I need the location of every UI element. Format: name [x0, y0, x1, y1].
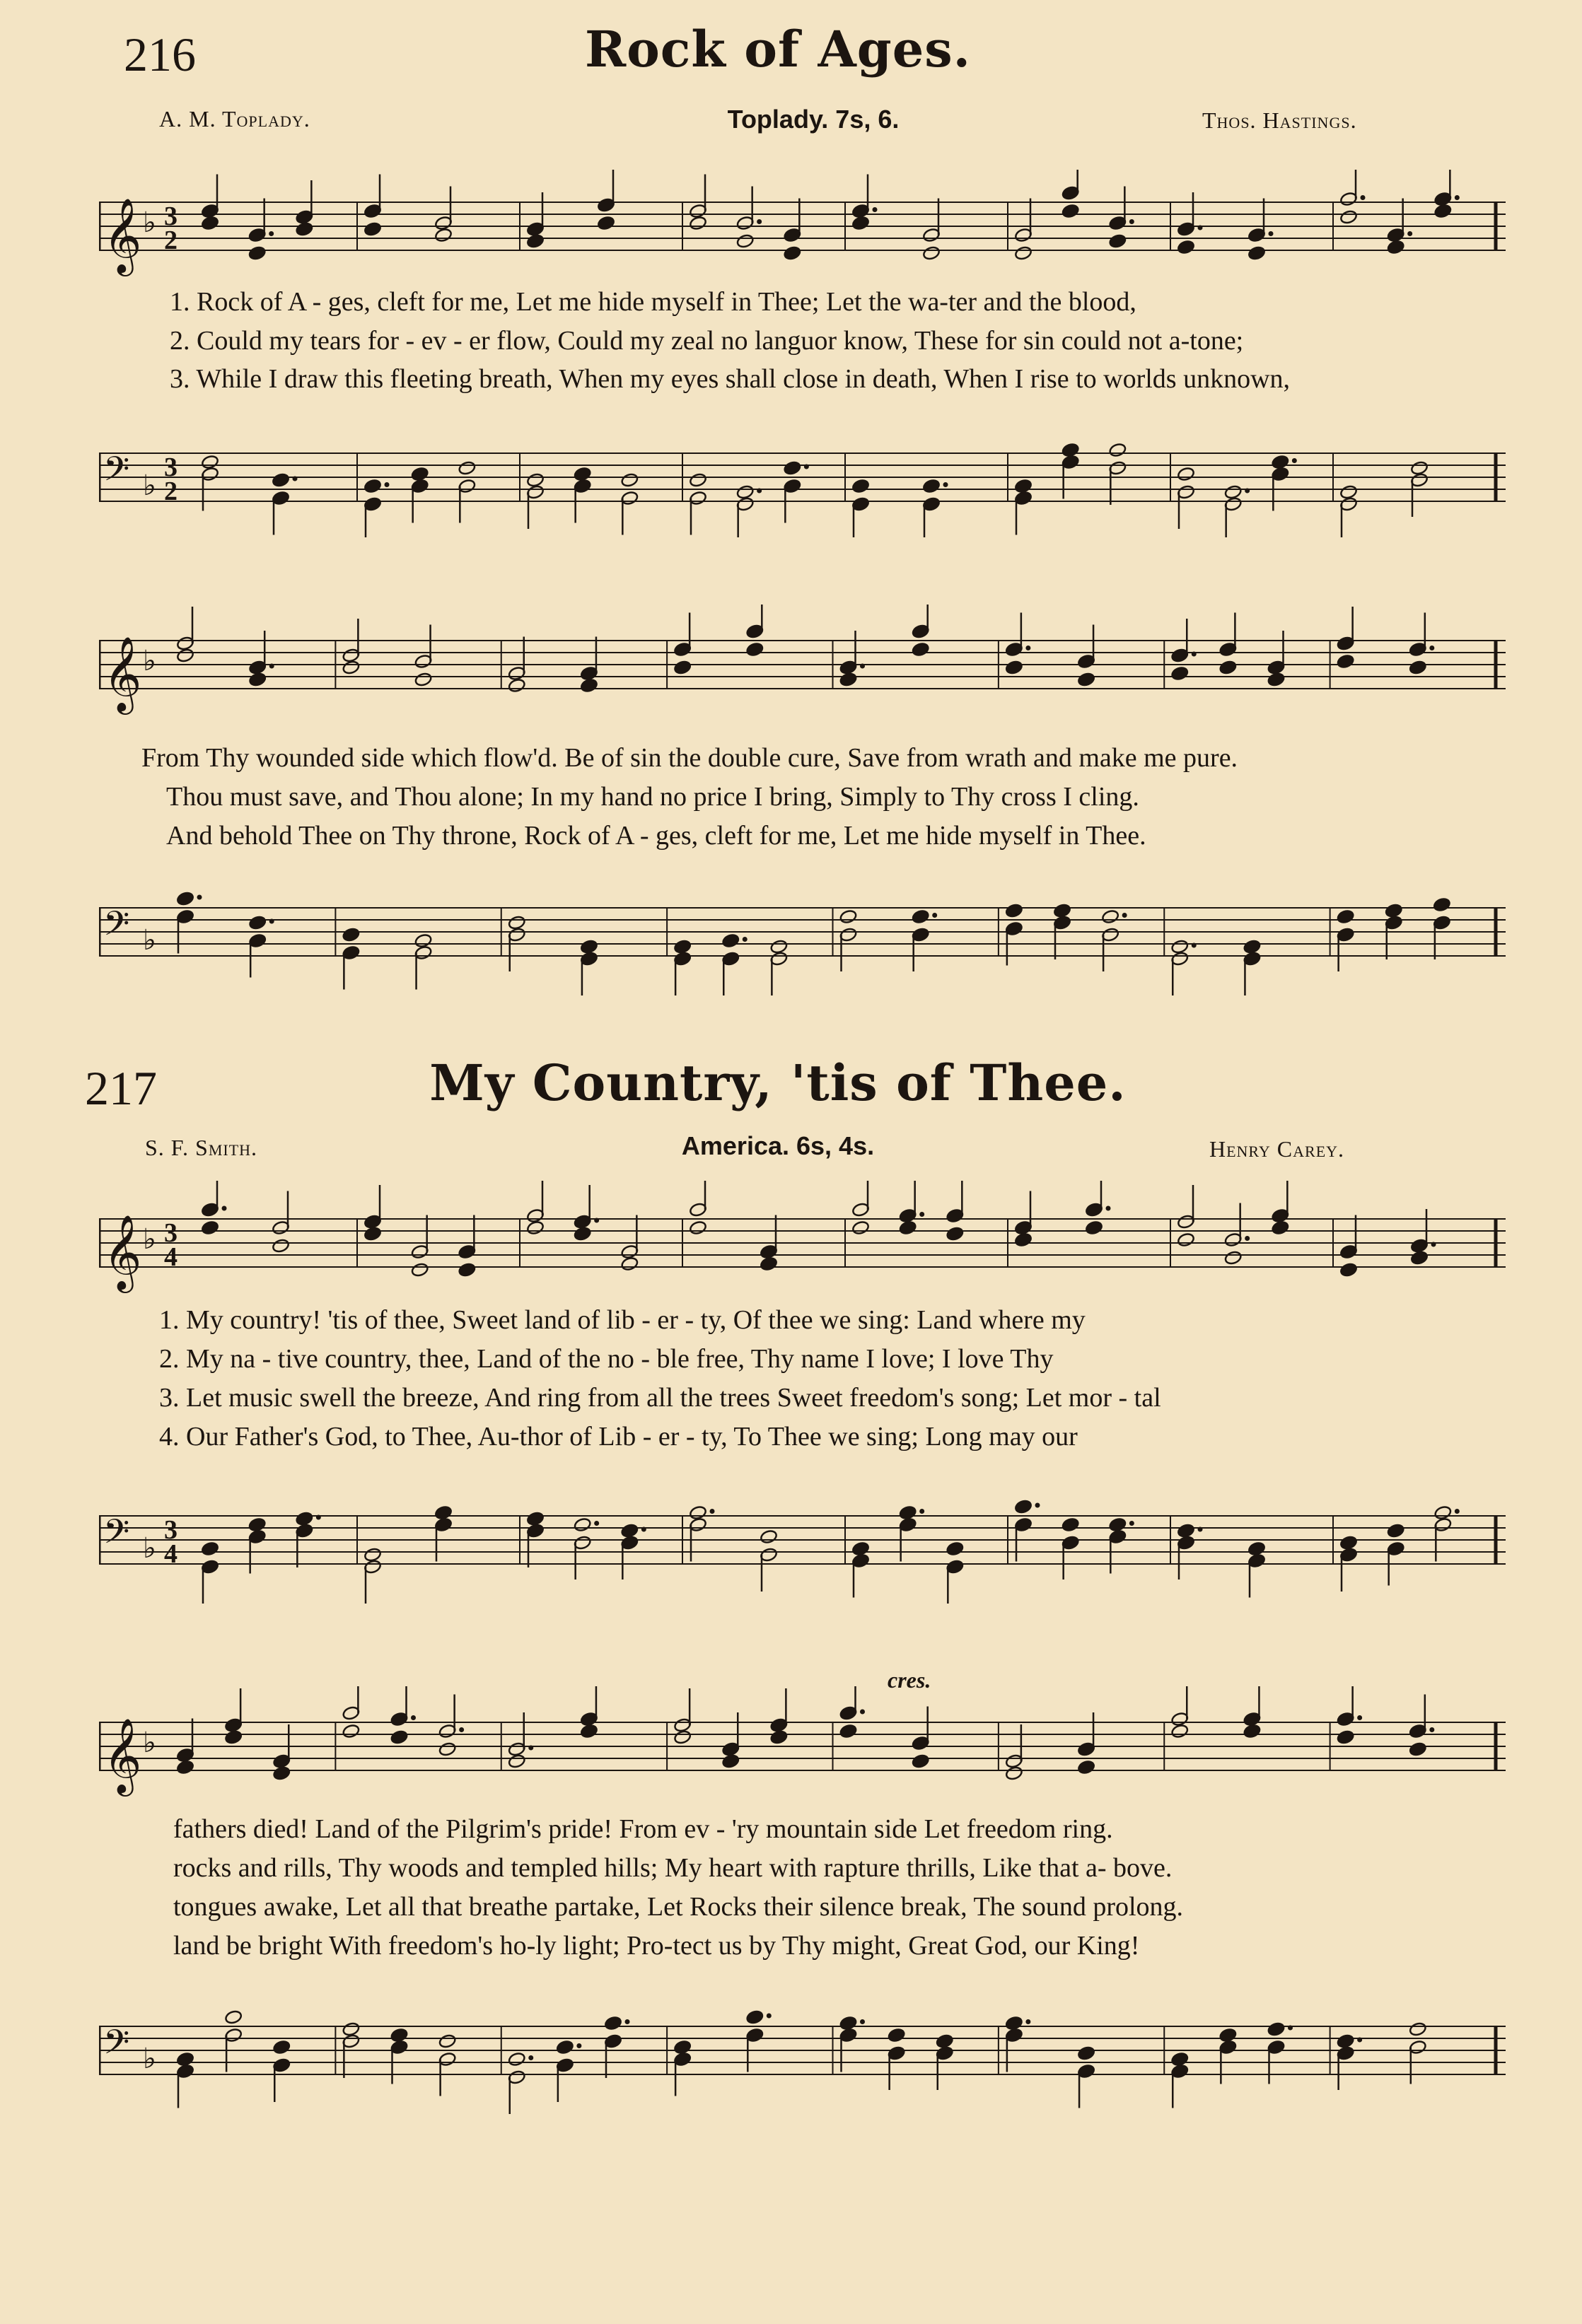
svg-text:♭: ♭	[143, 469, 156, 502]
svg-text:4: 4	[164, 1539, 178, 1569]
treble-staff	[99, 170, 1510, 283]
verse-line: land be bright With freedom's ho-ly light; Pro-tect us by Thy might, Great God, our King!	[173, 1931, 1140, 1961]
svg-text:𝄞: 𝄞	[103, 197, 142, 273]
svg-text:3: 3	[164, 1218, 178, 1248]
expression-mark: cres.	[888, 1667, 931, 1693]
author-credit: A. M. Toplady.	[159, 106, 310, 132]
svg-text:3: 3	[164, 1515, 178, 1545]
author-credit: S. F. Smith.	[145, 1135, 258, 1160]
bass-staff	[99, 417, 1510, 537]
hymn-title: My Country, 'tis of Thee.	[429, 1053, 1127, 1112]
svg-text:♭: ♭	[143, 206, 156, 239]
svg-text:♭: ♭	[143, 2043, 156, 2075]
svg-text:4: 4	[164, 1242, 178, 1272]
composer-credit: Thos. Hastings.	[1202, 107, 1357, 133]
bass-staff	[99, 1471, 1510, 1608]
bass-staff	[99, 1976, 1510, 2125]
hymn-number: 217	[85, 1061, 157, 1115]
hymn-title: Rock of Ages.	[584, 20, 972, 78]
svg-text:3: 3	[164, 202, 178, 231]
treble-staff	[99, 605, 1510, 725]
verse-line: 1. Rock of A - ges, cleft for me, Let me hide myself in Thee; Let the wa-ter and the blood,	[170, 287, 1136, 317]
verse-line: 4. Our Father's God, to Thee, Au-thor of Lib - er - ty, To Thee we sing; Long may our	[159, 1422, 1078, 1452]
tune-meter: Toplady. 7s, 6.	[727, 105, 900, 134]
verse-line: 2. My na - tive country, thee, Land of the no - ble free, Thy name I love; I love Thy	[159, 1344, 1054, 1374]
treble-staff	[99, 1686, 1510, 1806]
svg-text:♭: ♭	[143, 1532, 156, 1565]
verse-line: 3. While I draw this fleeting breath, When my eyes shall close in death, When I rise to worlds unknown,	[170, 364, 1291, 394]
composer-credit: Henry Carey.	[1209, 1136, 1345, 1162]
tune-meter: America. 6s, 4s.	[681, 1131, 875, 1160]
svg-text:𝄢: 𝄢	[103, 2022, 130, 2070]
verse-line: tongues awake, Let all that breathe partake, Let Rocks their silence break, The sound prolong.	[173, 1892, 1184, 1922]
svg-text:𝄞: 𝄞	[103, 1717, 142, 1793]
svg-text:♭: ♭	[143, 1223, 156, 1256]
svg-text:𝄢: 𝄢	[103, 449, 130, 497]
svg-text:2: 2	[164, 226, 178, 255]
svg-text:𝄞: 𝄞	[103, 636, 142, 711]
svg-text:𝄢: 𝄢	[103, 1512, 130, 1560]
verse-line: Thou must save, and Thou alone; In my hand no price I bring, Simply to Thy cross I cling.	[166, 782, 1139, 812]
svg-text:𝄢: 𝄢	[103, 904, 130, 952]
svg-text:♭: ♭	[143, 1727, 156, 1759]
svg-text:2: 2	[164, 477, 178, 506]
verse-line: 2. Could my tears for - ev - er flow, Could my zeal no languor know, These for sin could not a-tone;	[170, 326, 1244, 356]
bass-staff	[99, 866, 1510, 997]
treble-staff	[99, 1181, 1510, 1304]
svg-text:3: 3	[164, 452, 178, 482]
verse-line: 3. Let music swell the breeze, And ring from all the trees Sweet freedom's song; Let mor - tal	[159, 1383, 1161, 1413]
verse-line: fathers died! Land of the Pilgrim's pride! From ev - 'ry mountain side Let freedom ring.	[173, 1814, 1113, 1844]
verse-line: 1. My country! 'tis of thee, Sweet land of lib - er - ty, Of thee we sing: Land where my	[159, 1305, 1086, 1335]
hymn-number: 216	[124, 28, 196, 81]
verse-line: rocks and rills, Thy woods and templed hills; My heart with rapture thrills, Like that a- bove.	[173, 1853, 1173, 1883]
svg-text:♭: ♭	[143, 645, 156, 677]
svg-text:𝄞: 𝄞	[103, 1214, 142, 1290]
verse-line: From Thy wounded side which flow'd. Be of sin the double cure, Save from wrath and make me pure.	[141, 743, 1238, 773]
svg-text:♭: ♭	[143, 924, 156, 957]
verse-line: And behold Thee on Thy throne, Rock of A - ges, cleft for me, Let me hide myself in Thee.	[166, 821, 1146, 851]
